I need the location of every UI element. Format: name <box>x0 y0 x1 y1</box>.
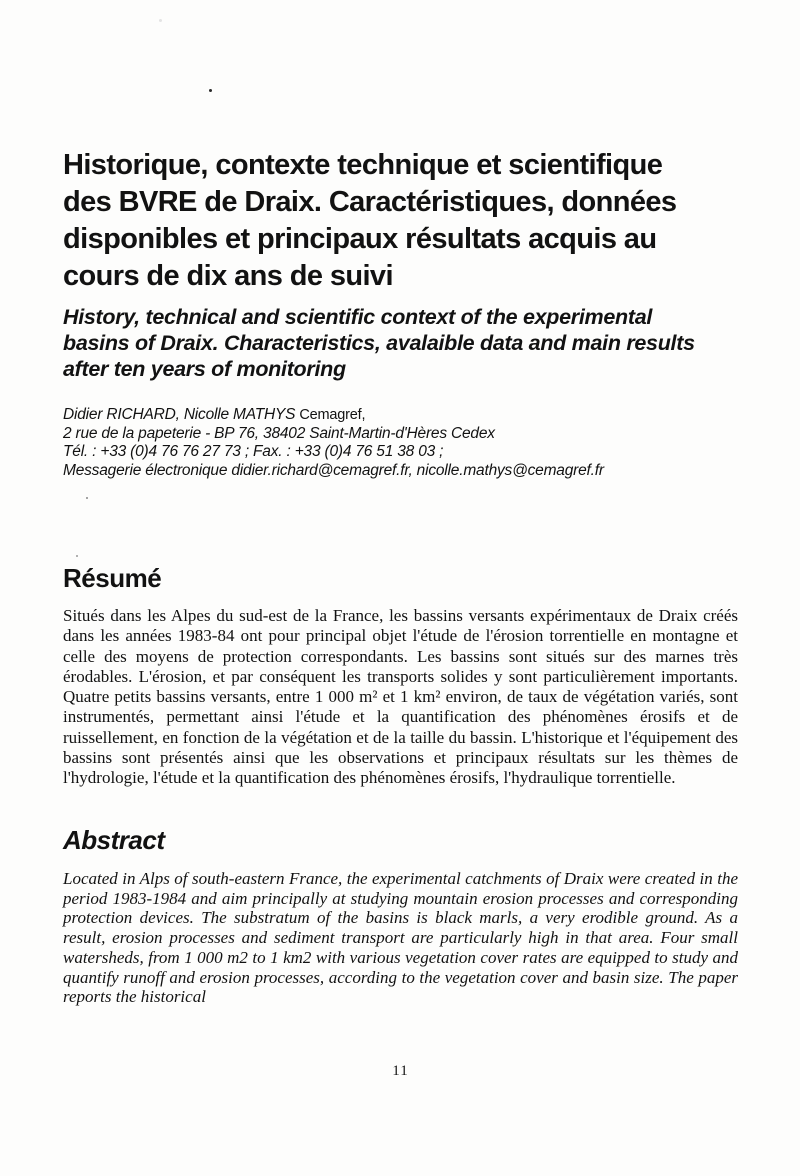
article-title-french: Historique, contexte technique et scientifique des BVRE de Draix. Caractéristiques, données disponibles et principaux résultats acquis au cours de dix ans de suivi <box>63 149 677 292</box>
scan-artifact-dot <box>159 19 162 22</box>
article-title-english: History, technical and scientific context of the experimental basins of Draix. Characteristics, avalaible data and main results after ten years of monitoring <box>63 305 695 381</box>
scan-artifact-dot <box>76 555 78 557</box>
author-block <box>63 406 738 480</box>
abstract-paragraph: Located in Alps of south-eastern France, the experimental catchments of Draix were created in the period 1983-1984 and aim principally at studying mountain erosion processes and corresponding protection devices. The substratum of the basins is black marls, a very erodible ground. As a result, erosion processes and sediment transport are particularly high in that area. Four small watersheds, from 1 000 m2 to 1 km2 with various vegetation cover rates are equipped to study and quantify runoff and erosion processes, according to the vegetation cover and basin size. The paper reports the historical <box>63 869 738 1007</box>
scan-artifact-dot <box>209 89 212 92</box>
author-address: 2 rue de la papeterie - BP 76, 38402 Saint-Martin-d'Hères Cedex <box>63 424 495 442</box>
author-phone-fax: Tél. : +33 (0)4 76 76 27 73 ; Fax. : +33 (0)4 76 51 38 03 ; <box>63 443 444 460</box>
page-number: 11 <box>392 1063 409 1079</box>
resume-section-heading: Résumé <box>63 563 162 593</box>
author-affiliation: Cemagref, <box>299 407 366 423</box>
author-names-line <box>63 406 738 425</box>
abstract-section-heading: Abstract <box>63 825 165 855</box>
author-names: Didier RICHARD, Nicolle MATHYS <box>63 406 296 423</box>
resume-paragraph: Situés dans les Alpes du sud-est de la France, les bassins versants expérimentaux de Draix créés dans les années 1983-84 ont pour principal objet l'étude de l'érosion torrentielle en montagne et celle des moyens de protection correspondants. Les bassins sont situés sur des marnes très érodables. L'érosion, et par conséquent les transports solides y sont particulièrement importants. Quatre petits bassins versants, entre 1 000 m² et 1 km² environ, de taux de végétation variés, sont instrumentés, permettant ainsi l'étude et la quantification des phénomènes érosifs et de ruissellement, en fonction de la végétation et de la taille du bassin. L'historique et l'équipement des bassins sont présentés ainsi que les observations et principaux résultats sur les thèmes de l'hydrologie, l'étude et la quantification des phénomènes érosifs, l'hydraulique torrentielle. <box>63 606 738 788</box>
author-email-line: Messagerie électronique didier.richard@cemagref.fr, nicolle.mathys@cemagref.fr <box>63 461 604 479</box>
scan-artifact-dot <box>86 497 88 499</box>
